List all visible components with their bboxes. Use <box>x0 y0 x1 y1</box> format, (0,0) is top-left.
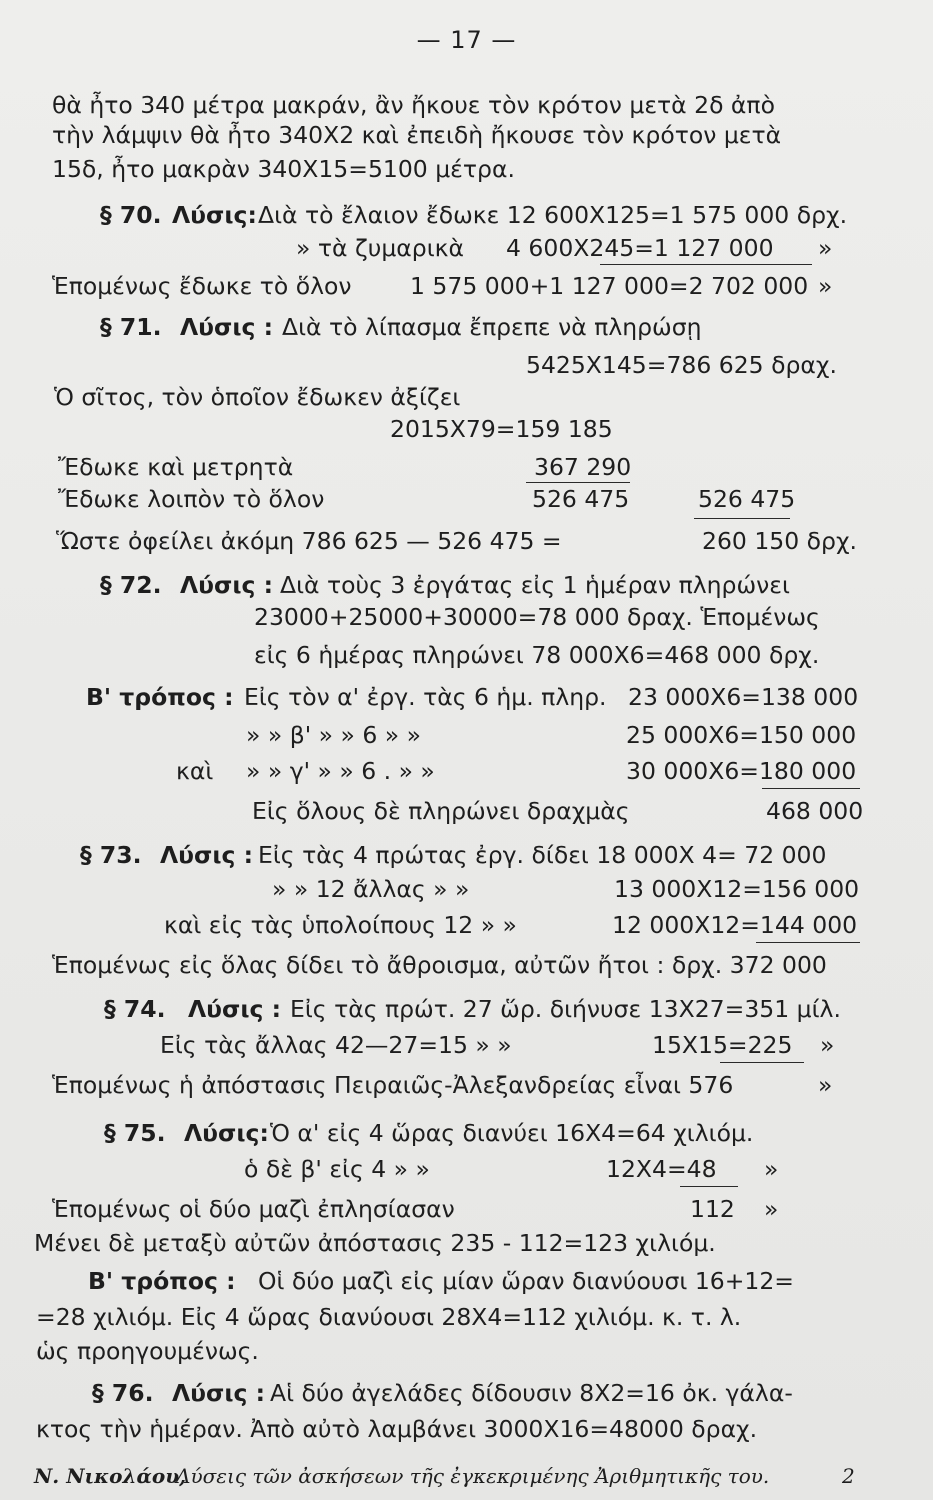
line-text: ὁ δὲ β' εἰς 4 » » <box>244 1155 430 1183</box>
line-text: εἰς 6 ἡμέρας πληρώνει 78 000X6=468 000 δρχ. <box>254 641 820 669</box>
section-number: § 71. <box>100 313 162 341</box>
text-line <box>0 1332 933 1370</box>
section-number: § 72. <box>100 571 162 599</box>
section-label: Λύσις : <box>180 571 274 599</box>
line-text: Ἑπομένως εἰς ὅλας δίδει τὸ ἄθροισμα, αὐτῶν ἤτοι : δρχ. 372 000 <box>52 951 827 979</box>
line-text: Εἰς τὸν α' ἐργ. τὰς 6 ἡμ. πληρ. <box>244 683 607 711</box>
sum-rule <box>762 788 860 789</box>
amount: 112 <box>690 1195 735 1223</box>
text-line <box>0 1410 933 1448</box>
line-text: καὶ εἰς τὰς ὑπολοίπους 12 » » <box>164 911 517 939</box>
calculation: 12X4=48 <box>606 1155 717 1183</box>
calculation: 12 000X12=144 000 <box>612 911 858 939</box>
text-line <box>0 480 933 518</box>
calculation: 13 000X12=156 000 <box>614 875 860 903</box>
section-label: Λύσις : <box>160 841 254 869</box>
text-line <box>0 716 933 754</box>
line-text: Ὁ α' εἰς 4 ὥρας διανύει 16X4=64 χιλιόμ. <box>270 1119 754 1147</box>
page-footer <box>0 1458 933 1494</box>
line-text: κτος τὴν ἡμέραν. Ἀπὸ αὐτὸ λαμβάνει 3000X16=48000 δραχ. <box>36 1415 758 1443</box>
calculation: 1 575 000+1 127 000=2 702 000 <box>410 272 809 300</box>
line-text: Ἑπομένως ἡ ἀπόστασις Πειραιῶς-Ἀλεξανδρείας εἶναι 576 <box>52 1071 734 1099</box>
section-label: Λύσις: <box>172 201 257 229</box>
sum-rule <box>720 1062 804 1063</box>
text-line <box>0 1298 933 1336</box>
text-line <box>0 906 933 944</box>
line-text: Αἱ δύο ἀγελάδες δίδουσιν 8X2=16 ὀκ. γάλα- <box>270 1379 793 1407</box>
section-number: § 73. <box>80 841 142 869</box>
line-text: 23000+25000+30000=78 000 δραχ. Ἑπομένως <box>254 603 820 631</box>
line-text: Ἔδωκε καὶ μετρητὰ <box>58 453 294 481</box>
section-label: Λύσις: <box>184 1119 269 1147</box>
line-text: καὶ <box>176 757 214 785</box>
line-text: Οἱ δύο μαζὶ εἰς μίαν ὥραν διανύουσι 16+12= <box>258 1267 795 1295</box>
line-text: Διὰ τὸ λίπασμα ἔπρεπε νὰ πληρώσῃ <box>282 313 702 341</box>
calculation: 15X15=225 <box>652 1031 793 1059</box>
sum-rule <box>756 942 860 943</box>
ditto-mark: » <box>764 1195 779 1223</box>
section-number: § 75. <box>104 1119 166 1147</box>
text-line <box>0 1026 933 1064</box>
section-71-line <box>0 308 933 346</box>
page-number: — 17 — <box>416 26 517 54</box>
text-line <box>0 116 933 154</box>
line-text: Μένει δὲ μεταξὺ αὐτῶν ἀπόστασις 235 - 112=123 χιλιόμ. <box>34 1229 716 1257</box>
calculation: 25 000X6=150 000 <box>626 721 857 749</box>
footer-title: Λύσεις τῶν ἀσκήσεων τῆς ἐγκεκριμένης Ἀριθμητικῆς του. <box>176 1464 770 1488</box>
section-75-line <box>0 1114 933 1152</box>
line-text: Διὰ τὸ ἔλαιον ἔδωκε 12 600X125=1 575 000 δρχ. <box>258 201 848 229</box>
ditto-mark: » <box>818 234 833 262</box>
text-line <box>0 752 933 790</box>
line-text: Ὁ σῖτος, τὸν ὁποῖον ἔδωκεν ἀξίζει <box>54 383 461 411</box>
calculation: 23 000X6=138 000 <box>628 683 859 711</box>
amount: 526 475 <box>532 485 630 513</box>
line-text: 15δ, ἦτο μακρὰν 340X15=5100 μέτρα. <box>52 155 515 183</box>
line-text: =28 χιλιόμ. Εἰς 4 ὥρας διανύουσι 28X4=112 χιλιόμ. κ. τ. λ. <box>36 1303 742 1331</box>
section-number: § 70. <box>100 201 162 229</box>
line-text: Εἰς τὰς ἄλλας 42—27=15 » » <box>160 1031 512 1059</box>
text-line <box>0 792 933 830</box>
ditto-marks: » » γ' » » 6 . » » <box>246 757 435 785</box>
sum-rule <box>600 264 812 265</box>
text-line <box>0 150 933 188</box>
amount: 260 150 δρχ. <box>702 527 857 555</box>
calculation: 30 000X6=180 000 <box>626 757 857 785</box>
text-line <box>0 598 933 636</box>
line-text: τὴν λάμψιν θὰ ἦτο 340X2 καὶ ἐπειδὴ ἤκουσε τὸν κρότον μετὰ <box>52 121 782 149</box>
text-line <box>0 636 933 674</box>
amount: 468 000 <box>766 797 864 825</box>
ditto-mark: » <box>820 1031 835 1059</box>
text-line <box>0 229 933 267</box>
amount: 367 290 <box>534 453 632 481</box>
section-label: Λύσις : <box>180 313 274 341</box>
calculation: 2015X79=159 185 <box>390 415 613 443</box>
line-text: Ὥστε ὀφείλει ἀκόμη 786 625 — 526 475 = <box>56 527 562 555</box>
line-text: Ἑπομένως οἱ δύο μαζὶ ἐπλησίασαν <box>52 1195 455 1223</box>
text-line <box>0 1066 933 1104</box>
section-74-line <box>0 990 933 1028</box>
text-line <box>0 870 933 908</box>
line-text: Εἰς ὅλους δὲ πληρώνει δραχμὰς <box>252 797 630 825</box>
text-line <box>0 1262 933 1300</box>
line-text: θὰ ἦτο 340 μέτρα μακράν, ἂν ἤκουε τὸν κρότον μετὰ 2δ ἀπὸ <box>52 91 775 119</box>
ditto-mark: » <box>818 272 833 300</box>
text-line <box>0 410 933 448</box>
text-line <box>0 267 933 305</box>
line-text: Εἰς τὰς 4 πρώτας ἐργ. δίδει 18 000X 4= 72 000 <box>258 841 827 869</box>
text-line <box>0 946 933 984</box>
amount: 526 475 <box>698 485 796 513</box>
section-label: Λύσις : <box>188 995 282 1023</box>
ditto-mark: » <box>818 1071 833 1099</box>
footer-sheet-number: 2 <box>842 1464 855 1488</box>
section-76-line <box>0 1374 933 1412</box>
line-text: Ἑπομένως ἔδωκε τὸ ὅλον <box>52 272 352 300</box>
calculation: 5425X145=786 625 δραχ. <box>526 351 837 379</box>
line-text: Διὰ τοὺς 3 ἐργάτας εἰς 1 ἡμέραν πληρώνει <box>280 571 790 599</box>
section-label: Λύσις : <box>172 1379 266 1407</box>
sum-rule <box>694 518 790 519</box>
ditto-mark: » <box>764 1155 779 1183</box>
line-text: Ἔδωκε λοιπὸν τὸ ὅλον <box>58 485 325 513</box>
ditto-marks: » » β' » » 6 » » <box>246 721 421 749</box>
text-line <box>0 1150 933 1188</box>
line-text: ὡς προηγουμένως. <box>36 1337 259 1365</box>
section-73-line <box>0 836 933 874</box>
line-text: Εἰς τὰς πρώτ. 27 ὥρ. διήνυσε 13X27=351 μίλ. <box>290 995 841 1023</box>
method-label: Β' τρόπος : <box>86 683 234 711</box>
text-line <box>0 1224 933 1262</box>
text-line <box>0 522 933 560</box>
calculation: 4 600X245=1 127 000 <box>506 234 774 262</box>
text-line <box>0 1190 933 1228</box>
section-number: § 74. <box>104 995 166 1023</box>
method-label: Β' τρόπος : <box>88 1267 236 1295</box>
text-line <box>0 678 933 716</box>
ditto-marks: » » 12 ἄλλας » » <box>272 875 470 903</box>
section-number: § 76. <box>92 1379 154 1407</box>
sum-rule <box>680 1186 738 1187</box>
footer-author: Ν. Νικολάου, <box>34 1464 187 1488</box>
line-text: » τὰ ζυμαρικὰ <box>296 234 464 262</box>
